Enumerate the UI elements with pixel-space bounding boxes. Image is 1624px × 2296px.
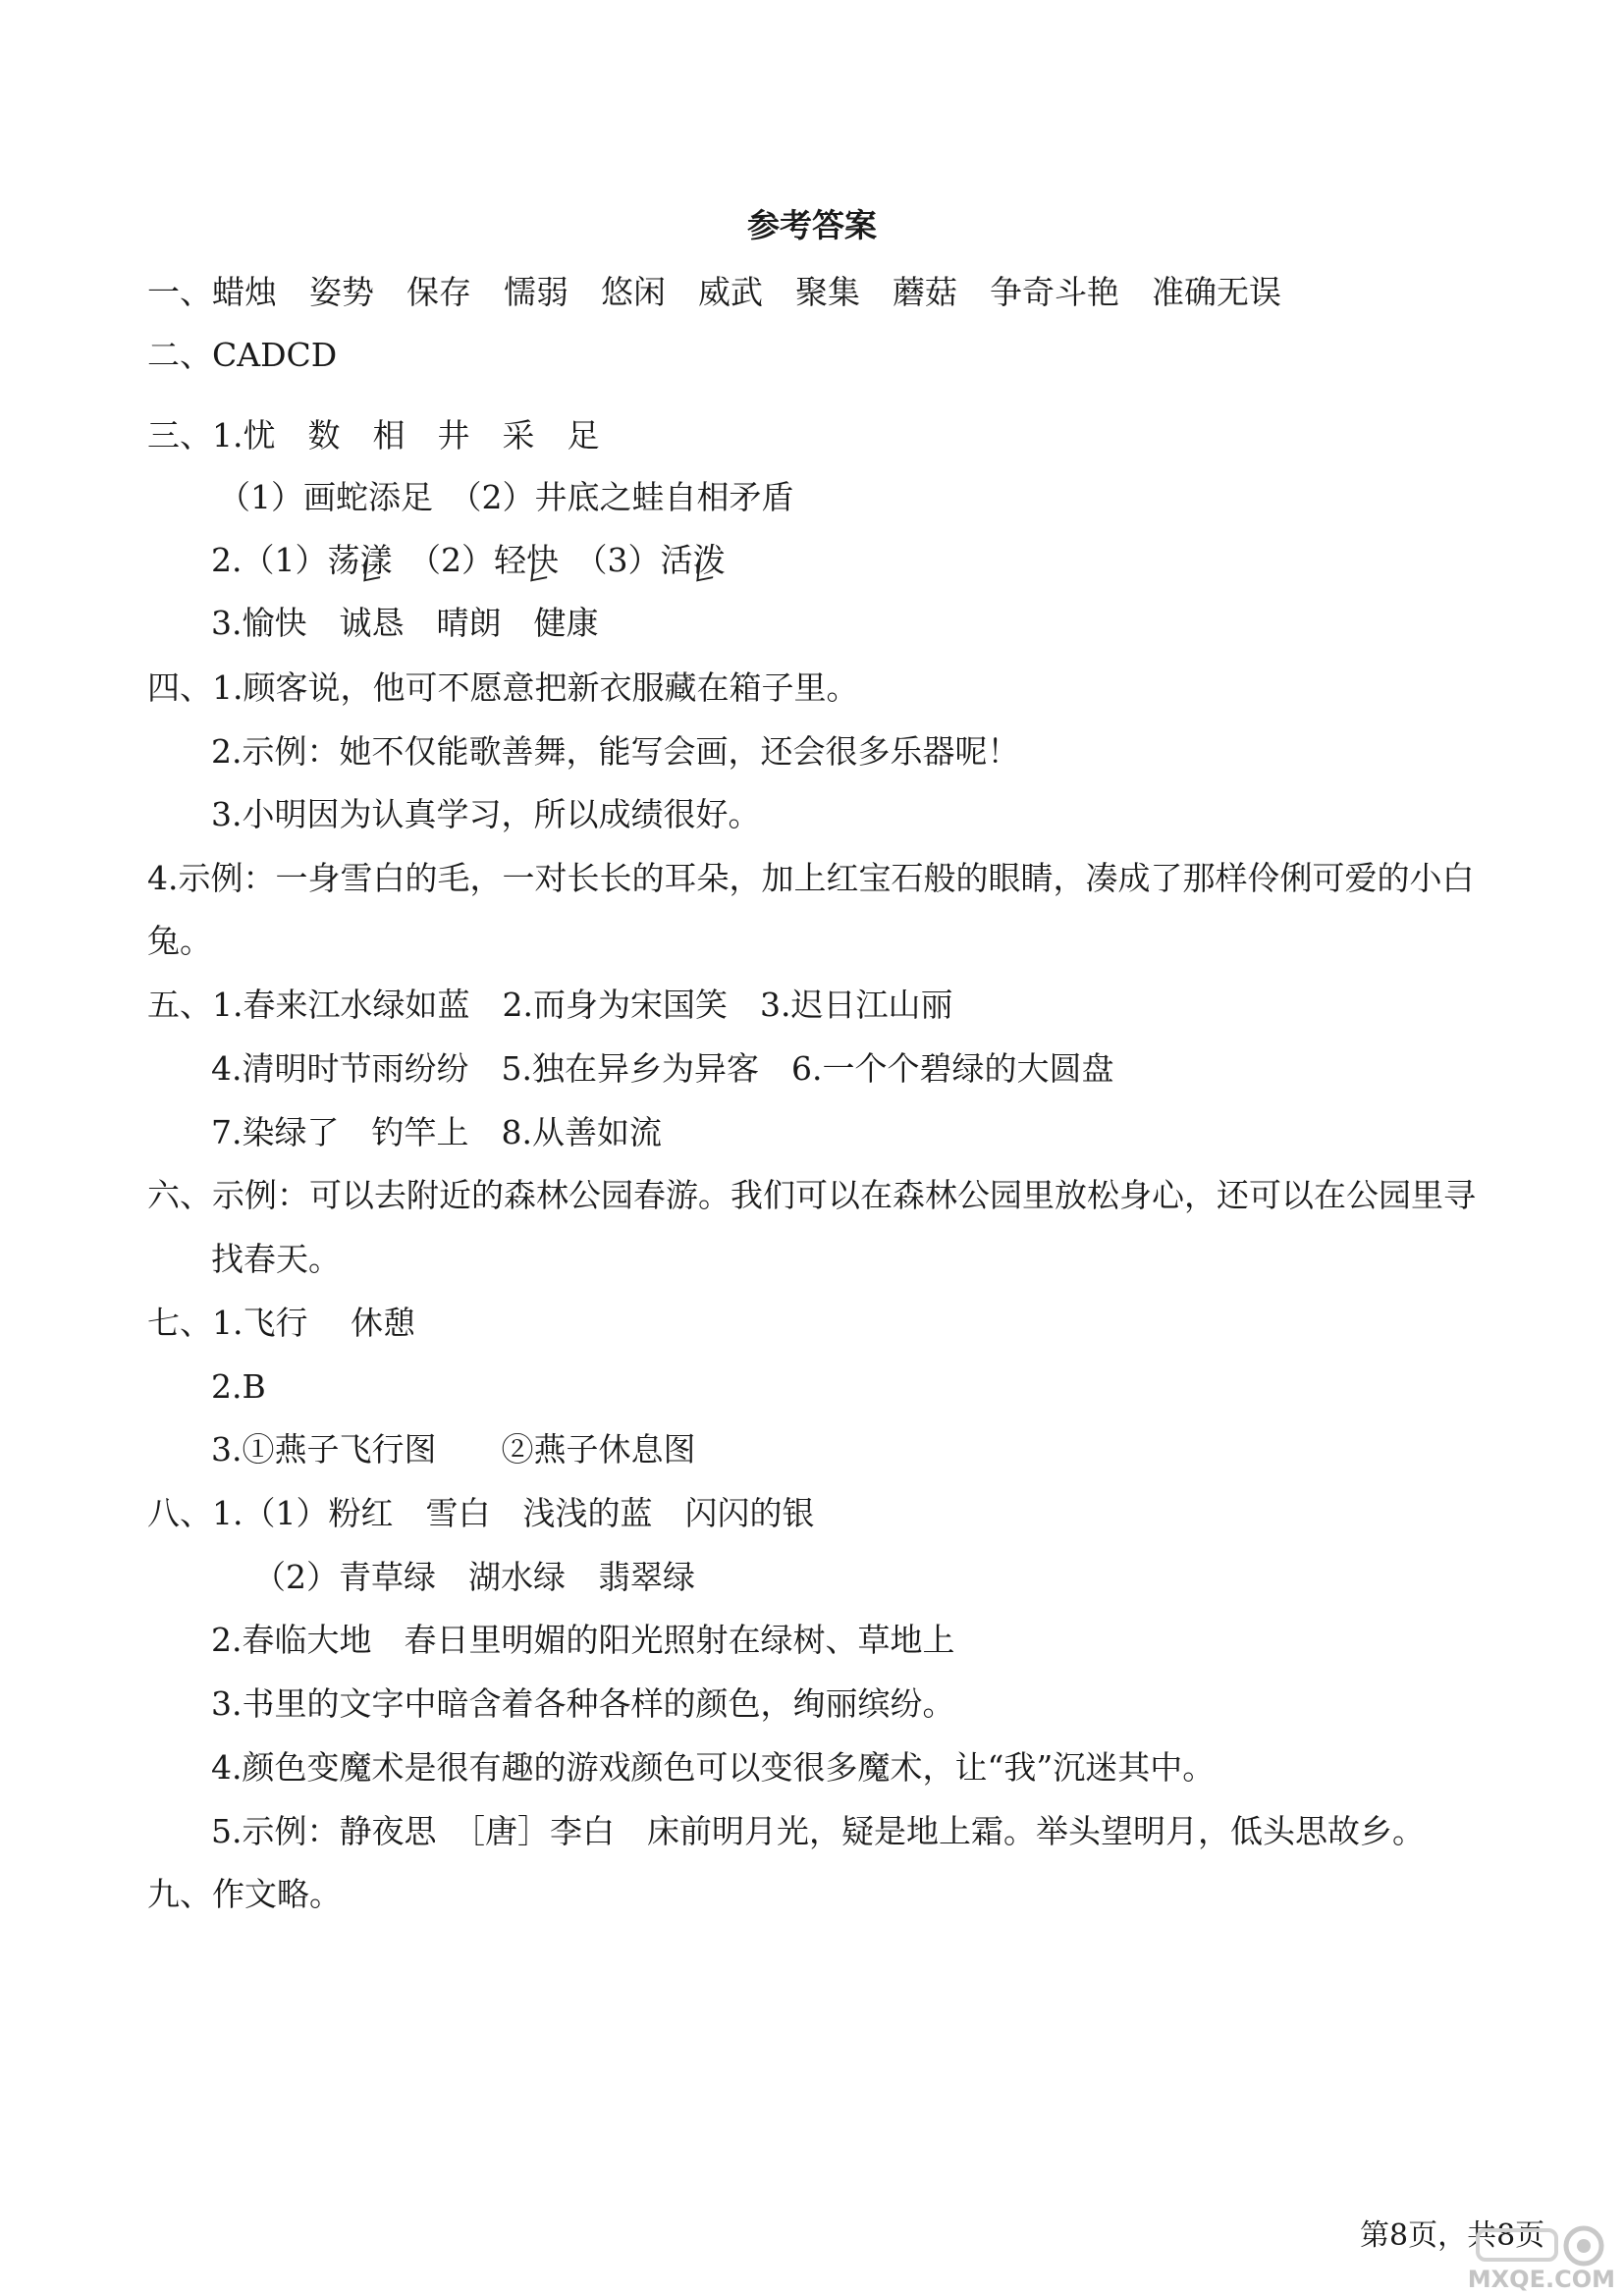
- watermark-logo: [1458, 2220, 1620, 2293]
- answer-3-2-part-1: 2.（1）荡: [211, 541, 360, 579]
- answer-line-8-1: 八、1.（1）粉红 雪白 浅浅的蓝 闪闪的银: [147, 1494, 815, 1532]
- answer-line-8-3: 3.书里的文字中暗含着各种各样的颜色，绚丽缤纷。: [211, 1684, 955, 1723]
- check-mark-2: 快: [525, 541, 559, 579]
- answer-line-9: 九、作文略。: [147, 1875, 342, 1913]
- page-number: 第8页，共8页: [1360, 2218, 1545, 2253]
- answer-line-7-2: 2.B: [211, 1367, 266, 1406]
- answer-line-3-1-sub: （1）画蛇添足 （2）井底之蛙自相矛盾: [218, 478, 794, 516]
- check-mark-3: 泼: [692, 541, 726, 579]
- answer-line-4-1: 四、1.顾客说，他可不愿意把新衣服藏在箱子里。: [147, 668, 859, 707]
- answer-line-5-2: 4.清明时节雨纷纷 5.独在异乡为异客 6.一个个碧绿的大圆盘: [211, 1049, 1114, 1088]
- answer-line-1: 一、蜡烛 姿势 保存 懦弱 悠闲 威武 聚集 蘑菇 争奇斗艳 准确无误: [147, 273, 1281, 311]
- answer-line-8-5: 5.示例：静夜思 ［唐］李白 床前明月光，疑是地上霜。举头望明月，低头思故乡。: [211, 1812, 1425, 1850]
- answer-line-5-1: 五、1.春来江水绿如蓝 2.而身为宋国笑 3.迟日江山丽: [147, 986, 953, 1024]
- answer-line-2: 二、CADCD: [147, 336, 338, 374]
- watermark-text: MXQE.COM: [1467, 2266, 1615, 2293]
- answer-line-6-cont: 找春天。: [211, 1240, 341, 1278]
- answer-line-4-4: 4.示例：一身雪白的毛，一对长长的耳朵，加上红宝石般的眼睛，凑成了那样伶俐可爱的小白: [147, 859, 1475, 897]
- answer-line-4-3: 3.小明因为认真学习，所以成绩很好。: [211, 795, 761, 833]
- answer-line-5-3: 7.染绿了 钓竿上 8.从善如流: [211, 1113, 662, 1151]
- answer-line-8-2: 2.春临大地 春日里明媚的阳光照射在绿树、草地上: [211, 1621, 955, 1659]
- answer-3-2-part-3: （3）活: [558, 541, 693, 579]
- answer-line-7-3: 3.①燕子飞行图 ②燕子休息图: [211, 1430, 696, 1468]
- page-title: 参考答案: [747, 206, 877, 244]
- answer-line-3-2: [211, 541, 725, 580]
- answer-line-7-1: 七、1.飞行 休憩: [147, 1304, 415, 1342]
- answer-line-3-1: 三、1.忧 数 相 井 采 足: [147, 416, 600, 454]
- answer-line-6: 六、示例：可以去附近的森林公园春游。我们可以在森林公园里放松身心，还可以在公园里寻: [147, 1176, 1476, 1214]
- answer-line-8-1-sub: （2）青草绿 湖水绿 翡翠绿: [253, 1558, 695, 1596]
- check-mark-1: 漾: [359, 541, 393, 579]
- answer-line-8-4: 4.颜色变魔术是很有趣的游戏颜色可以变很多魔术，让“我”沉迷其中。: [211, 1748, 1216, 1787]
- answer-line-4-4-cont: 兔。: [147, 922, 212, 960]
- answer-line-4-2: 2.示例：她不仅能歌善舞，能写会画，还会很多乐器呢！: [211, 732, 1020, 771]
- answer-3-2-part-2: （2）轻: [392, 541, 526, 579]
- answer-line-3-3: 3.愉快 诚恳 晴朗 健康: [211, 604, 599, 642]
